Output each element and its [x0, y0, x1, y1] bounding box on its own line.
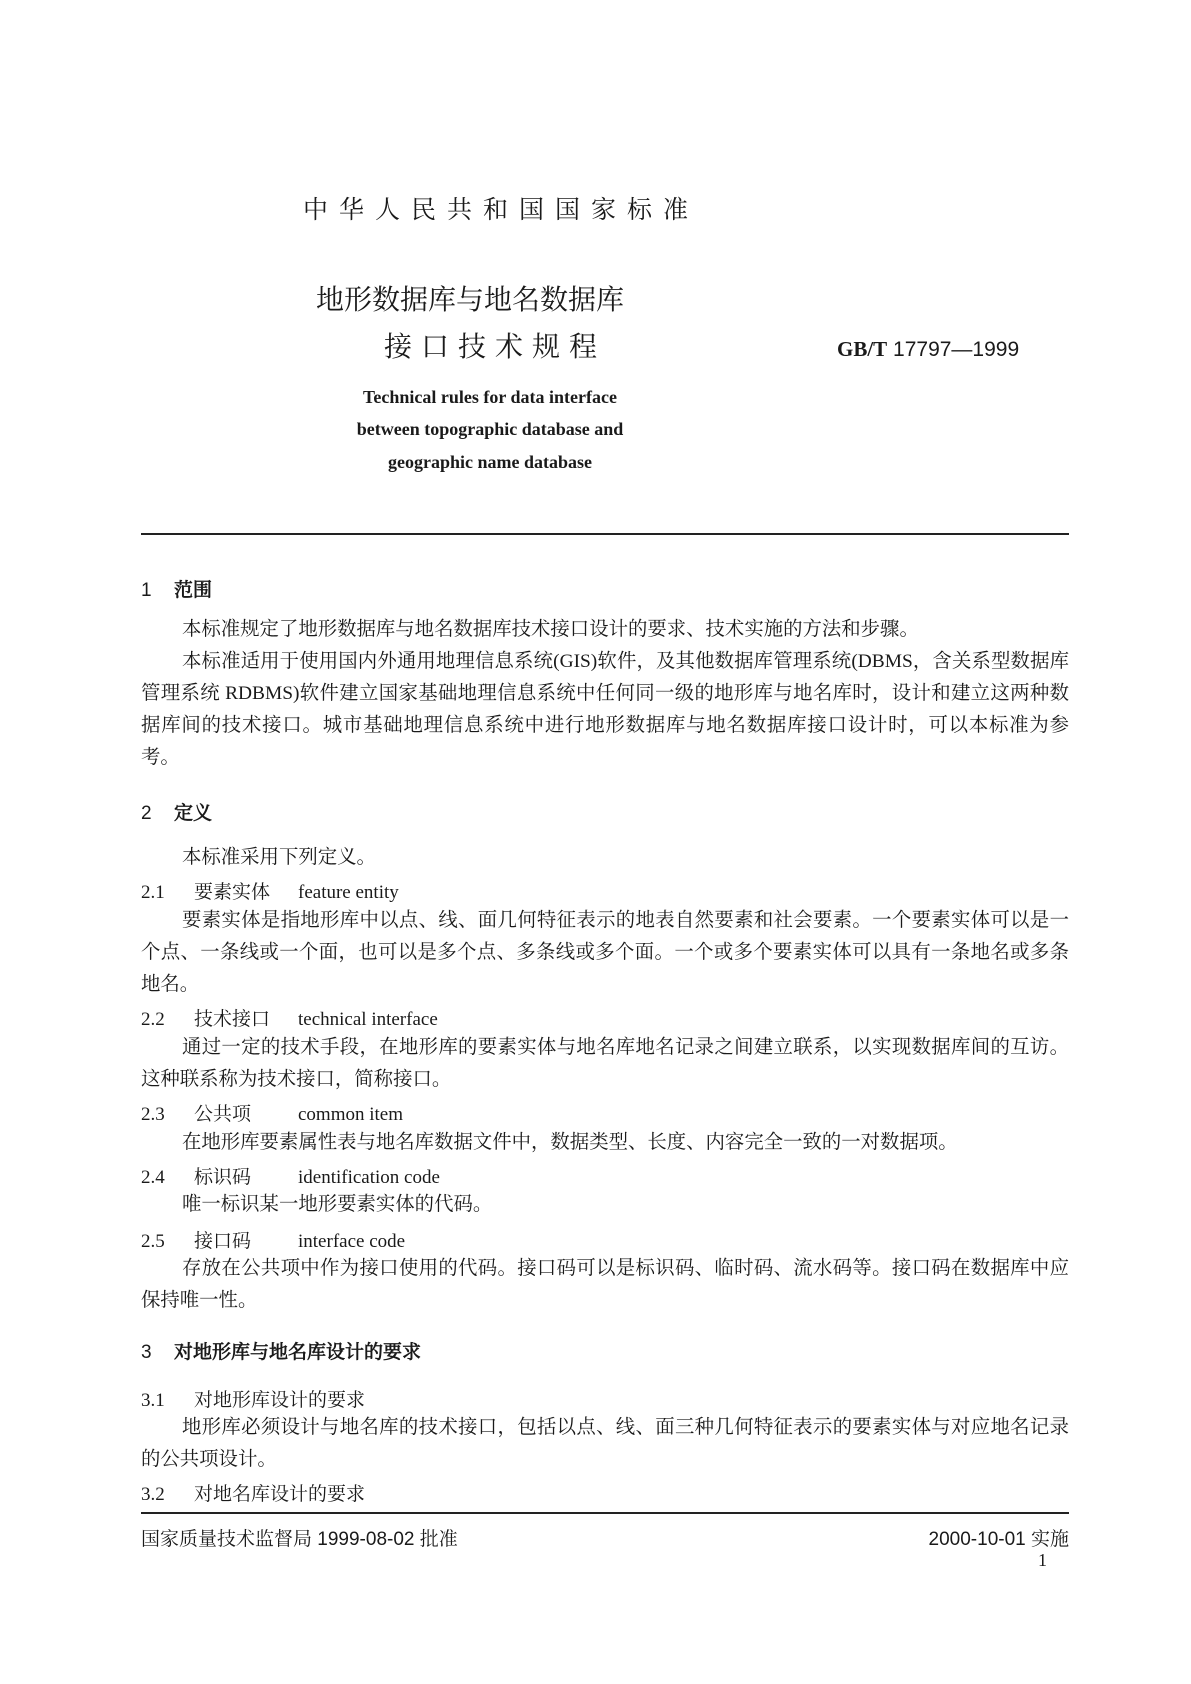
subsection-number: 3.1	[141, 1390, 165, 1411]
code-number: 17797—1999	[893, 338, 1020, 361]
subsection-heading	[141, 1385, 365, 1412]
approval-date: 国家质量技术监督局 1999-08-02 批准	[141, 1529, 458, 1550]
title-cn-line1: 地形数据库与地名数据库	[316, 284, 625, 315]
term-heading	[141, 1099, 403, 1126]
code-prefix: GB/T	[837, 337, 888, 361]
implementation-date: 2000-10-01 实施	[928, 1529, 1069, 1550]
title-en-line: Technical rules for data interface	[363, 387, 617, 407]
paragraph: 本标准适用于使用国内外通用地理信息系统(GIS)软件，及其他数据库管理系统(DBMS，含关系型数据库管理系统 RDBMS)软件建立国家基础地理信息系统中任何同一级的地形库与地名库时，设计和建立这两种数据库间的技术接口。城市基础地理信息系统中进行地形数据库与地名数据库接口设计时，可以本标准为参考。	[141, 651, 1069, 768]
title-en-line: between topographic database and	[356, 419, 624, 439]
term-en: common item	[298, 1104, 404, 1125]
term-number: 2.1	[141, 882, 165, 903]
title-cn-line2: 接口技术规程	[384, 331, 607, 362]
standard-name: 中华人民共和国国家标准	[303, 196, 700, 224]
term-definition: 通过一定的技术手段，在地形库的要素实体与地名库地名记录之间建立联系，以实现数据库间的互访。这种联系称为技术接口，简称接口。	[141, 1037, 1069, 1090]
paragraph: 本标准采用下列定义。	[182, 847, 376, 868]
term-number: 2.2	[141, 1009, 165, 1030]
term-number: 2.5	[141, 1231, 165, 1252]
section-title: 对地形库与地名库设计的要求	[174, 1342, 422, 1363]
term-definition: 存放在公共项中作为接口使用的代码。接口码可以是标识码、临时码、流水码等。接口码在数据库中应保持唯一性。	[141, 1258, 1069, 1311]
paragraph: 地形库必须设计与地名库的技术接口，包括以点、线、面三种几何特征表示的要素实体与对应地名记录的公共项设计。	[141, 1417, 1069, 1470]
term-definition: 在地形库要素属性表与地名库数据文件中，数据类型、长度、内容完全一致的一对数据项。	[182, 1132, 958, 1153]
section-heading	[141, 798, 212, 825]
bottom-divider	[141, 1512, 1069, 1514]
term-en: identification code	[298, 1167, 440, 1188]
section-heading	[141, 575, 212, 602]
term-heading	[141, 1162, 440, 1189]
term-en: technical interface	[298, 1009, 438, 1030]
term-heading	[141, 1004, 438, 1031]
term-definition: 要素实体是指地形库中以点、线、面几何特征表示的地表自然要素和社会要素。一个要素实体可以是一个点、一条线或一个面，也可以是多个点、多条线或多个面。一个或多个要素实体可以具有一条地名或多条地名。	[141, 910, 1069, 995]
section-number: 1	[141, 580, 152, 601]
term-heading	[141, 1226, 405, 1253]
term-en: interface code	[298, 1231, 406, 1252]
term-number: 2.3	[141, 1104, 165, 1125]
term-cn: 标识码	[194, 1167, 252, 1188]
subsection-heading	[141, 1479, 365, 1506]
top-divider	[141, 533, 1069, 535]
subsection-title: 对地名库设计的要求	[194, 1484, 366, 1505]
term-en: feature entity	[298, 882, 399, 903]
section-heading	[141, 1337, 421, 1364]
paragraph: 本标准规定了地形数据库与地名数据库技术接口设计的要求、技术实施的方法和步骤。	[182, 619, 919, 640]
subsection-number: 3.2	[141, 1484, 165, 1505]
section-title: 定义	[174, 803, 213, 824]
section-number: 3	[141, 1342, 152, 1363]
term-cn: 接口码	[194, 1231, 252, 1252]
term-cn: 技术接口	[194, 1009, 271, 1030]
term-number: 2.4	[141, 1167, 165, 1188]
standard-code	[837, 337, 1019, 362]
term-cn: 公共项	[194, 1104, 252, 1125]
term-definition: 唯一标识某一地形要素实体的代码。	[182, 1194, 493, 1215]
term-heading	[141, 877, 399, 904]
term-cn: 要素实体	[194, 882, 271, 903]
page-number: 1	[1038, 1550, 1047, 1570]
title-en-line: geographic name database	[388, 452, 592, 472]
section-title: 范围	[174, 580, 213, 601]
section-number: 2	[141, 803, 152, 824]
subsection-title: 对地形库设计的要求	[194, 1390, 366, 1411]
